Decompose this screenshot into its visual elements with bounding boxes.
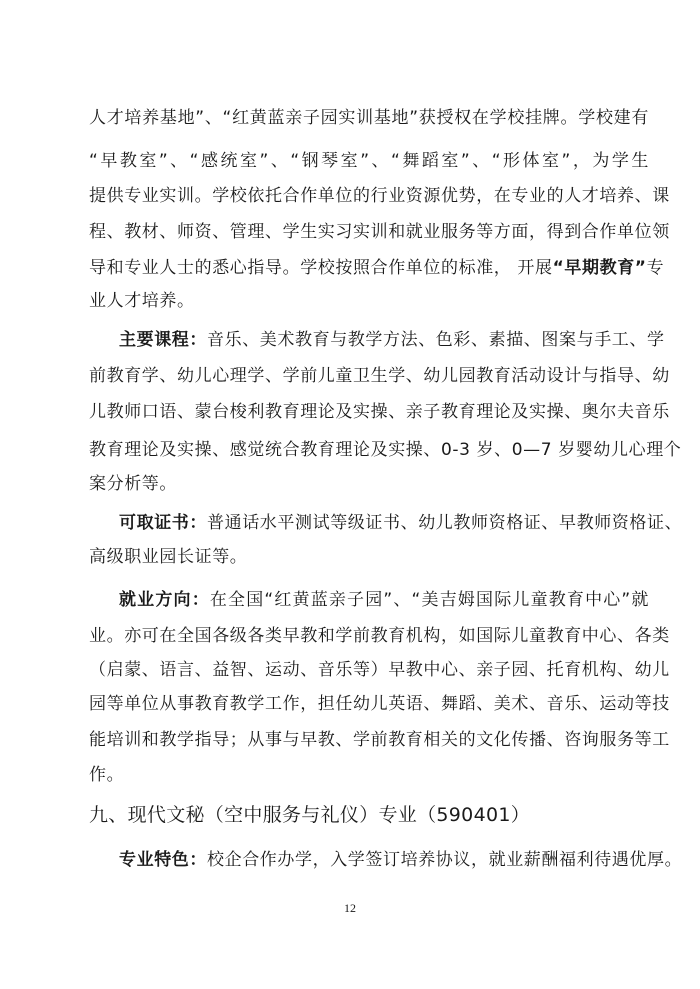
paragraph-text: 导和专业人士的悉心指导。学校按照合作单位的标准， <box>89 258 512 278</box>
paragraph-line: 业。亦可在全国各级各类早教和学前教育机构，如国际儿童教育中心、各类 <box>89 626 670 646</box>
paragraph-line: 程、教材、师资、管理、学生实习实训和就业服务等方面，得到合作单位领 <box>89 222 670 242</box>
program-name-emphasis: “早期教育” <box>552 258 647 278</box>
paragraph-line: 提供专业实训。学校依托合作单位的行业资源优势，在专业的人才培养、课 <box>89 186 670 206</box>
courses-first-line <box>119 330 665 350</box>
courses-text: 音乐、美术教育与教学方法、色彩、素描、图案与手工、学 <box>207 330 665 350</box>
paragraph-line: 儿教师口语、蒙台梭利教育理论及实操、亲子教育理论及实操、奥尔夫音乐 <box>89 402 670 422</box>
paragraph-line: 人才培养基地”、“红黄蓝亲子园实训基地”获授权在学校挂牌。学校建有 <box>89 108 649 128</box>
paragraph-line: 前教育学、幼儿心理学、学前儿童卫生学、幼儿园教育活动设计与指导、幼 <box>89 366 670 386</box>
certificates-label: 可取证书： <box>119 513 207 533</box>
paragraph-line: 业人才培养。 <box>89 291 195 311</box>
employment-first-line <box>119 590 649 610</box>
features-label: 专业特色： <box>119 850 207 870</box>
paragraph-line: 案分析等。 <box>89 474 177 494</box>
features-text: 校企合作办学，入学签订培养协议，就业薪酬福利待遇优厚。 <box>207 850 683 870</box>
paragraph-text: 开展 <box>511 258 553 278</box>
paragraph-line: （启蒙、语言、益智、运动、音乐等）早教中心、亲子园、托育机构、幼儿 <box>89 660 670 680</box>
features-line <box>119 850 683 870</box>
certificates-first-line <box>119 513 683 533</box>
paragraph-line: 能培训和教学指导；从事与早教、学前教育相关的文化传播、咨询服务等工 <box>89 730 670 750</box>
certificates-text: 普通话水平测试等级证书、幼儿教师资格证、早教师资格证、 <box>207 513 683 533</box>
paragraph-line: 园等单位从事教育教学工作，担任幼儿英语、舞蹈、美术、音乐、运动等技 <box>89 694 670 714</box>
paragraph-line: “早教室”、“感统室”、“钢琴室”、“舞蹈室”、“形体室”，为学生 <box>89 151 649 171</box>
courses-label: 主要课程： <box>119 330 207 350</box>
paragraph-text: 专 <box>646 258 665 278</box>
employment-label: 就业方向： <box>119 590 210 610</box>
paragraph-line <box>89 258 665 278</box>
section-heading: 九、现代文秘（空中服务与礼仪）专业（590401） <box>89 804 531 826</box>
paragraph-line: 高级职业园长证等。 <box>89 547 248 567</box>
page-number: 12 <box>344 901 356 915</box>
employment-text: 在全国“红黄蓝亲子园”、“美吉姆国际儿童教育中心”就 <box>209 590 650 610</box>
paragraph-line: 作。 <box>89 765 125 785</box>
paragraph-line: 教育理论及实操、感觉统合教育理论及实操、0-3 岁、0—7 岁婴幼儿心理个 <box>89 440 682 460</box>
